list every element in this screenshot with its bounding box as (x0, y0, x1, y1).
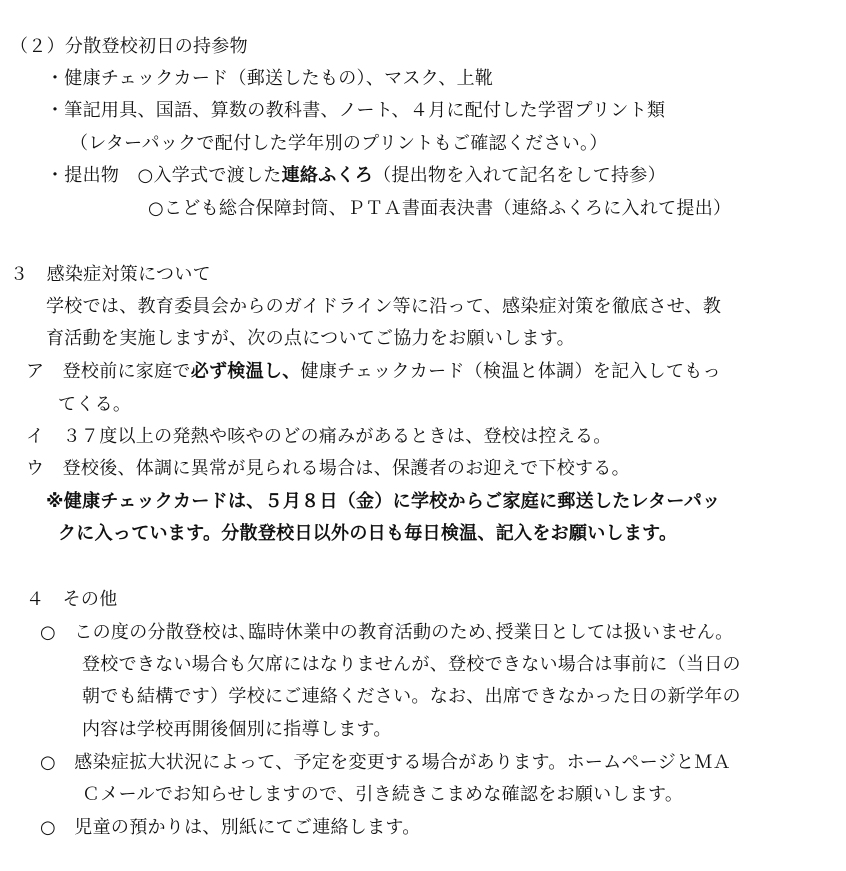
section-4-heading: ４ その他 (26, 589, 118, 610)
section-3-heading: ３ 感染症対策について (10, 264, 211, 285)
note-line: クに入っています。分散登校日以外の日も毎日検温、記入をお願いします。 (58, 523, 678, 544)
contact-bag-bold: 連絡ふくろ (281, 165, 374, 186)
list-item-a (26, 359, 721, 385)
item-a-post: 健康チェックカード（検温と体調）を記入してもっ (300, 361, 721, 382)
paragraph-line: 育活動を実施しますが、次の点についてご協力をお願いします。 (46, 328, 575, 349)
section-2-heading: （２）分散登校初日の持参物 (10, 36, 248, 57)
submission-label: ・提出物 ○入学式で渡した (46, 165, 282, 186)
item-a-bold: 必ず検温し、 (190, 361, 301, 382)
paragraph-line: Ｃメールでお知らせしますので、引き続きこまめな確認をお願いします。 (82, 784, 684, 805)
list-item-i: イ ３７度以上の発熱や咳やのどの痛みがあるときは、登校は控える。 (26, 426, 612, 447)
submission-detail: （提出物を入れて記名をして持参） (373, 165, 666, 186)
list-item-a-cont: てくる。 (58, 394, 132, 415)
list-item: ・健康チェックカード（郵送したもの）、マスク、上靴 (46, 68, 494, 89)
list-item-note: （レターパックで配付した学年別のプリントもご確認ください。） (70, 133, 608, 154)
list-item: ○こども総合保障封筒、ＰＴＡ書面表決書（連絡ふくろに入れて提出） (148, 198, 732, 219)
paragraph-line: ○ 感染症拡大状況によって、予定を変更する場合があります。ホームページとＭＡ (40, 752, 731, 773)
paragraph-line: 登校できない場合も欠席にはなりませんが、登校できない場合は事前に（当日の (82, 654, 741, 675)
list-item-u: ウ 登校後、体調に異常が見られる場合は、保護者のお迎えで下校する。 (26, 458, 630, 479)
paragraph-line: ○ この度の分散登校は､臨時休業中の教育活動のため､授業日としては扱いません｡ (40, 622, 725, 643)
paragraph-line: ○ 児童の預かりは、別紙にてご連絡します。 (40, 817, 421, 838)
list-item (46, 163, 666, 189)
list-item: ・筆記用具、国語、算数の教科書、ノート、４月に配付した学習プリント類 (46, 100, 666, 121)
note-line: ※健康チェックカードは、５月８日（金）に学校からご家庭に郵送したレターパッ (46, 491, 721, 512)
paragraph-line: 学校では、教育委員会からのガイドライン等に沿って、感染症対策を徹底させ、教 (46, 296, 722, 317)
paragraph-line: 朝でも結構です）学校にご連絡ください。なお、出席できなかった日の新学年の (82, 686, 741, 707)
paragraph-line: 内容は学校再開後個別に指導します。 (82, 719, 392, 740)
item-a-pre: ア 登校前に家庭で (26, 361, 191, 382)
